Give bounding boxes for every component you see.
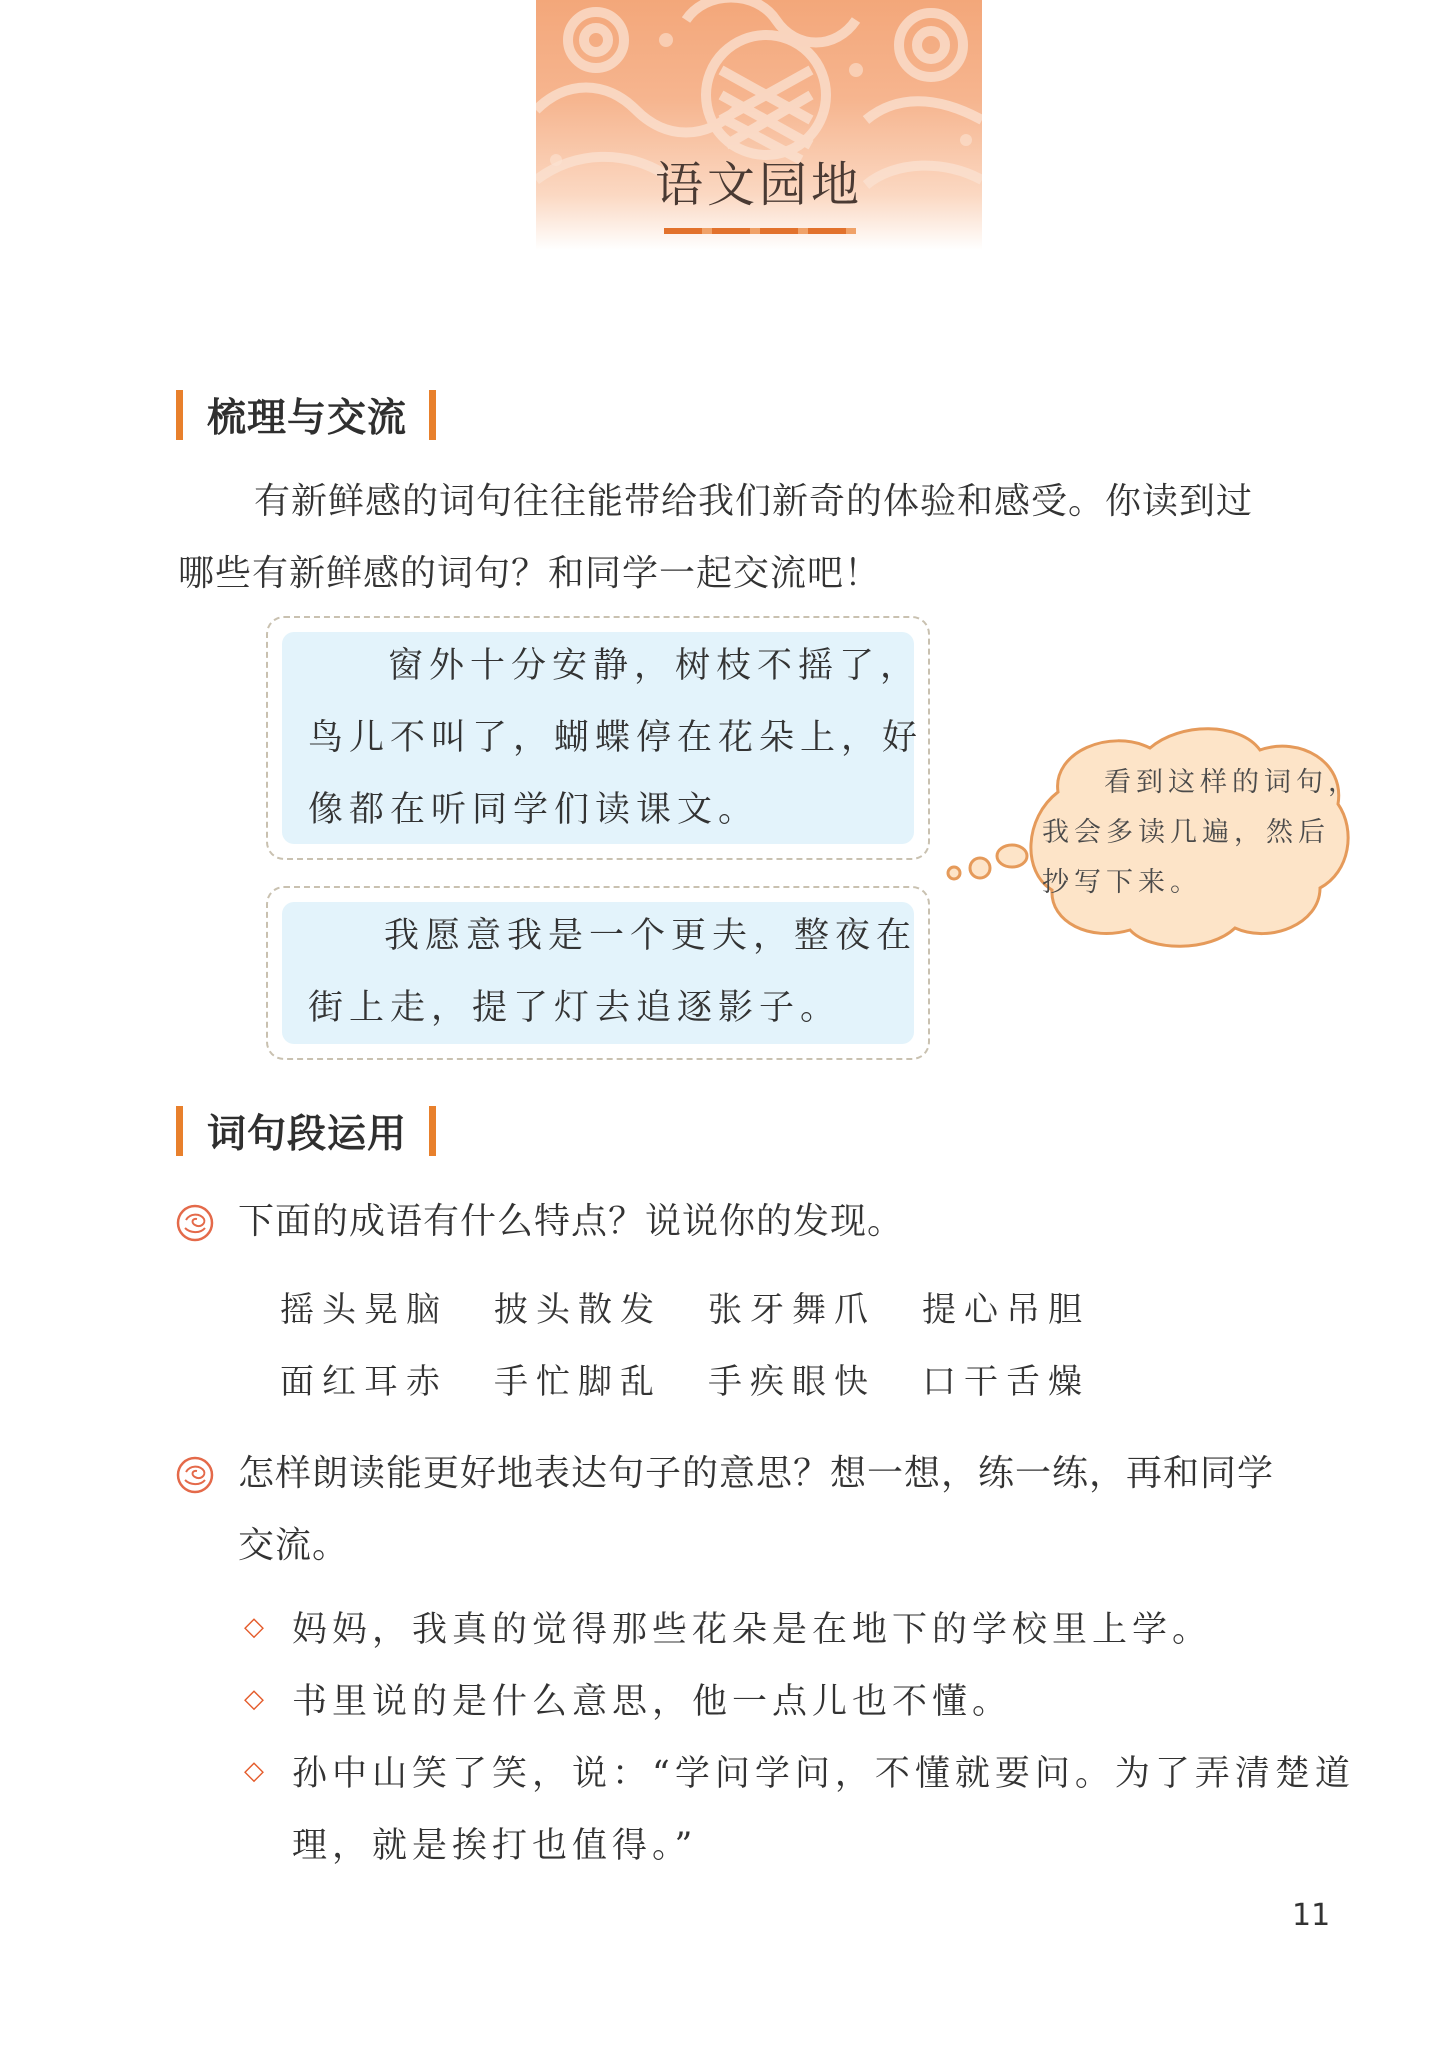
idiom: 口干舌燥 (922, 1362, 1090, 1402)
item-2-prompt-line-1: 怎样朗读能更好地表达句子的意思？想一想，练一练，再和同学 (238, 1453, 1275, 1494)
diamond-bullet-icon: ◇ (244, 1756, 264, 1786)
quote-box-2 (266, 886, 930, 1060)
seal-icon (176, 1204, 214, 1242)
bubble-line-3: 抄写下来。 (1042, 867, 1202, 898)
quote-box-1 (266, 616, 930, 860)
quote-1-line-1: 窗外十分安静，树枝不摇了， (388, 646, 922, 686)
quote-1-line-3: 像都在听同学们读课文。 (308, 790, 760, 830)
idiom: 张牙舞爪 (708, 1290, 876, 1330)
example-sentence-3-cont: 理，就是挨打也值得。” (292, 1826, 698, 1866)
seal-icon (176, 1456, 214, 1494)
diamond-bullet-icon: ◇ (244, 1684, 264, 1714)
example-sentence-3: 孙中山笑了笑，说：“学问学问，不懂就要问。为了弄清楚道 (292, 1754, 1355, 1794)
section-heading-word-usage (176, 1104, 436, 1158)
heading-bar-right (429, 1106, 436, 1156)
diamond-bullet-icon: ◇ (244, 1612, 264, 1642)
heading-bar-left (176, 390, 183, 440)
page-number: 11 (1292, 1898, 1331, 1933)
page-title: 语文园地 (654, 157, 863, 213)
heading-bar-right (429, 390, 436, 440)
bubble-line-2: 我会多读几遍，然后 (1042, 817, 1330, 848)
idiom: 手疾眼快 (708, 1362, 876, 1402)
section-title: 词句段运用 (207, 1112, 408, 1157)
bubble-line-1: 看到这样的词句， (1104, 767, 1360, 798)
item-2-prompt-line-2: 交流。 (238, 1525, 350, 1566)
idiom: 面红耳赤 (280, 1362, 448, 1402)
intro-line-2: 哪些有新鲜感的词句？和同学一起交流吧！ (178, 553, 882, 594)
quote-1-line-2: 鸟儿不叫了，蝴蝶停在花朵上，好 (308, 718, 924, 758)
idiom: 手忙脚乱 (494, 1362, 662, 1402)
example-sentence-2: 书里说的是什么意思，他一点儿也不懂。 (292, 1682, 1013, 1722)
item-1-prompt: 下面的成语有什么特点？说说你的发现。 (238, 1201, 905, 1242)
example-sentence-1: 妈妈，我真的觉得那些花朵是在地下的学校里上学。 (292, 1610, 1213, 1650)
header-banner (536, 0, 982, 250)
heading-bar-left (176, 1106, 183, 1156)
quote-2-line-1: 我愿意我是一个更夫，整夜在 (384, 916, 918, 956)
intro-line-1: 有新鲜感的词句往往能带给我们新奇的体验和感受。你读到过 (254, 481, 1254, 522)
section-heading-sorting-exchange (176, 388, 436, 442)
section-title: 梳理与交流 (207, 396, 408, 441)
idiom: 披头散发 (494, 1290, 662, 1330)
quote-2-line-2: 街上走，提了灯去追逐影子。 (308, 988, 842, 1028)
idiom: 摇头晃脑 (280, 1290, 448, 1330)
title-underline (664, 228, 856, 234)
idiom: 提心吊胆 (922, 1290, 1090, 1330)
